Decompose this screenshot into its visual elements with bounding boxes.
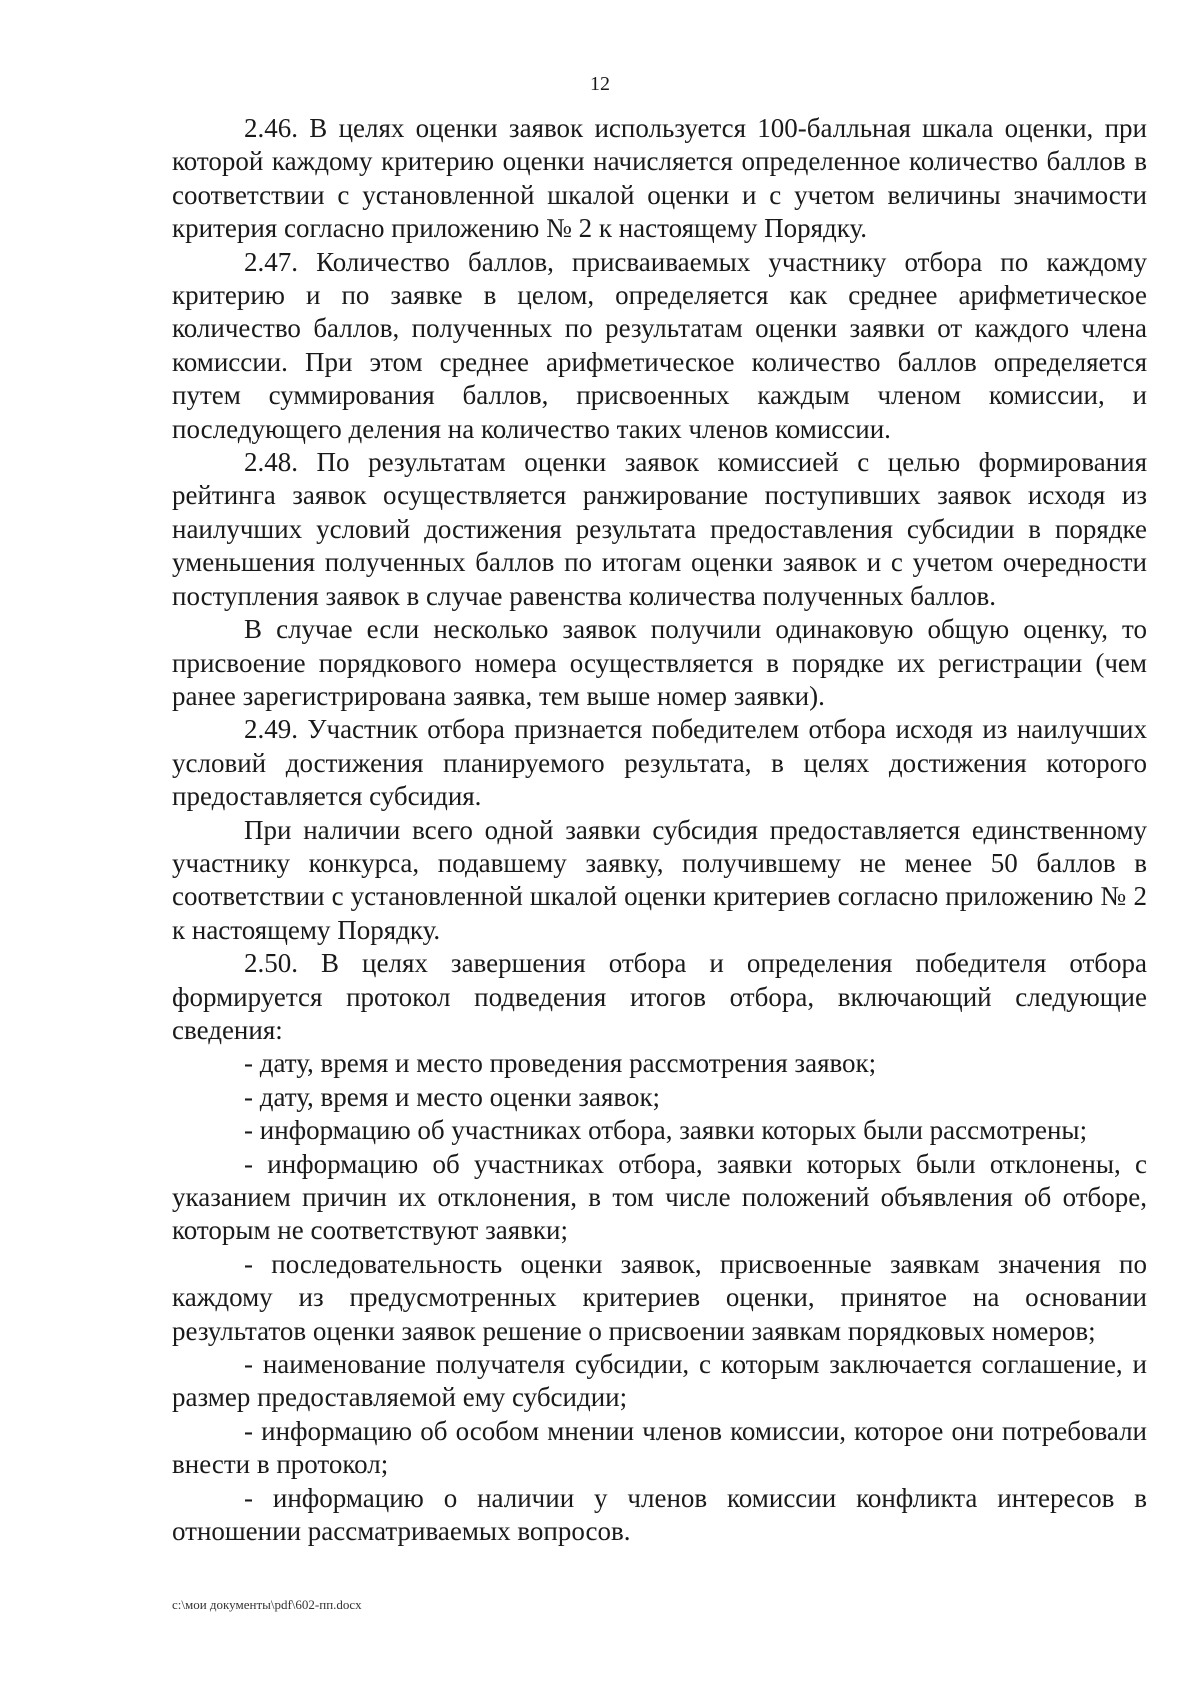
list-item: - информацию об особом мнении членов комиссии, которое они потребовали внести в протокол; xyxy=(172,1415,1147,1480)
list-item: - информацию о наличии у членов комиссии конфликта интересов в отношении рассматриваемых вопросов. xyxy=(172,1482,1147,1547)
list-item: - последовательность оценки заявок, присвоенные заявкам значения по каждому из предусмотренных критериев оценки, принятое на основании результатов оценки заявок решение о присвоении заявкам порядковых номеров; xyxy=(172,1248,1147,1346)
list-item: - информацию об участниках отбора, заявки которых были рассмотрены; xyxy=(244,1115,1088,1146)
list-item: - дату, время и место оценки заявок; xyxy=(244,1081,661,1112)
paragraph-2-48: 2.48. По результатам оценки заявок комиссией с целью формирования рейтинга заявок осуществляется ранжирование поступивших заявок исходя из наилучших условий достижения результата предоставления субсидии в порядке уменьшения полученных баллов по итогам оценки заявок и с учетом очередности поступления заявок в случае равенства количества полученных баллов. xyxy=(172,447,1147,611)
paragraph-2-49: 2.49. Участник отбора признается победителем отбора исходя из наилучших условий достижения планируемого результата, в целях достижения которого предоставляется субсидия. xyxy=(172,714,1147,812)
page-number: 12 xyxy=(590,73,610,95)
paragraph-2-46: 2.46. В целях оценки заявок используется 100-балльная шкала оценки, при которой каждому критерию оценки начисляется определенное количество баллов в соответствии с установленной шкалой оценки и с учетом величины значимости критерия согласно приложению № 2 к настоящему Порядку. xyxy=(172,113,1147,244)
list-item: - информацию об участниках отбора, заявки которых были отклонены, с указанием причин их отклонения, в том числе положений объявления об отборе, которым не соответствуют заявки; xyxy=(172,1148,1147,1246)
list-item: - дату, время и место проведения рассмотрения заявок; xyxy=(244,1048,877,1079)
paragraph-equal-score: В случае если несколько заявок получили одинаковую общую оценку, то присвоение порядкового номера осуществляется в порядке их регистрации (чем ранее зарегистрирована заявка, тем выше номер заявки). xyxy=(172,614,1147,711)
paragraph-2-47: 2.47. Количество баллов, присваиваемых участнику отбора по каждому критерию и по заявке в целом, определяется как среднее арифметическое количество баллов, полученных по результатам оценки заявки от каждого члена комиссии. При этом среднее арифметическое количество баллов определяется путем суммирования баллов, присвоенных каждым членом комиссии, и последующего деления на количество таких членов комиссии. xyxy=(172,246,1147,444)
footer-file-path: c:\мои документы\pdf\602-пп.docx xyxy=(172,1597,362,1612)
paragraph-single-application: При наличии всего одной заявки субсидия предоставляется единственному участнику конкурса, подавшему заявку, получившему не менее 50 баллов в соответствии с установленной шкалой оценки критериев согласно приложению № 2 к настоящему Порядку. xyxy=(172,814,1147,945)
document-body xyxy=(172,112,1147,1548)
paragraph-2-50: 2.50. В целях завершения отбора и определения победителя отбора формируется протокол подведения итогов отбора, включающий следующие сведения: xyxy=(172,948,1147,1045)
list-item: - наименование получателя субсидии, с которым заключается соглашение, и размер предоставляемой ему субсидии; xyxy=(172,1349,1147,1413)
